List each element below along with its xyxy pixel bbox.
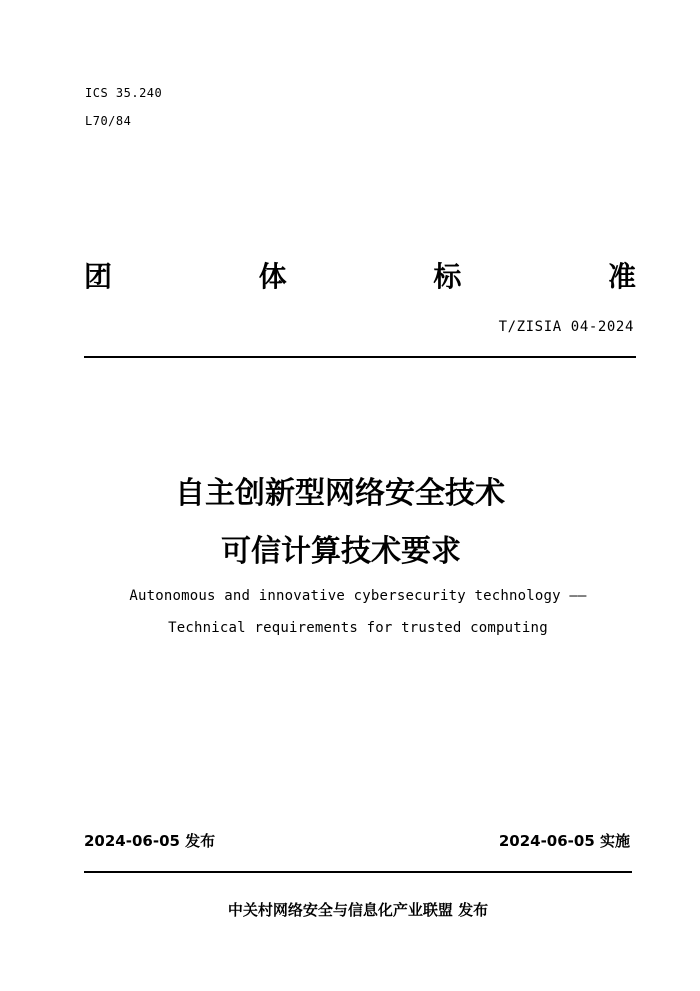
standard-type-char-4: 准 <box>607 260 636 293</box>
issuer: 中关村网络安全与信息化产业联盟 发布 <box>227 901 489 919</box>
issue-date: 2024-06-05 发布 <box>84 832 216 850</box>
standard-type-char-1: 团 <box>84 260 113 293</box>
title-english-line-1: Autonomous and innovative cybersecurity technology —— <box>129 588 587 604</box>
standard-type-char-3: 标 <box>433 260 462 293</box>
title-english-line-2: Technical requirements for trusted computing <box>168 620 548 636</box>
top-divider <box>84 356 636 358</box>
bottom-divider <box>84 871 632 873</box>
standard-number: T/ZISIA 04-2024 <box>498 319 634 335</box>
ccs-code: L70/84 <box>85 114 132 128</box>
implementation-date: 2024-06-05 实施 <box>498 832 630 850</box>
standard-type-char-2: 体 <box>258 260 287 293</box>
title-chinese-line-2: 可信计算技术要求 <box>221 534 461 569</box>
ics-code: ICS 35.240 <box>85 86 163 100</box>
standard-type-heading <box>84 255 636 295</box>
title-chinese-line-1: 自主创新型网络安全技术 <box>175 476 505 511</box>
